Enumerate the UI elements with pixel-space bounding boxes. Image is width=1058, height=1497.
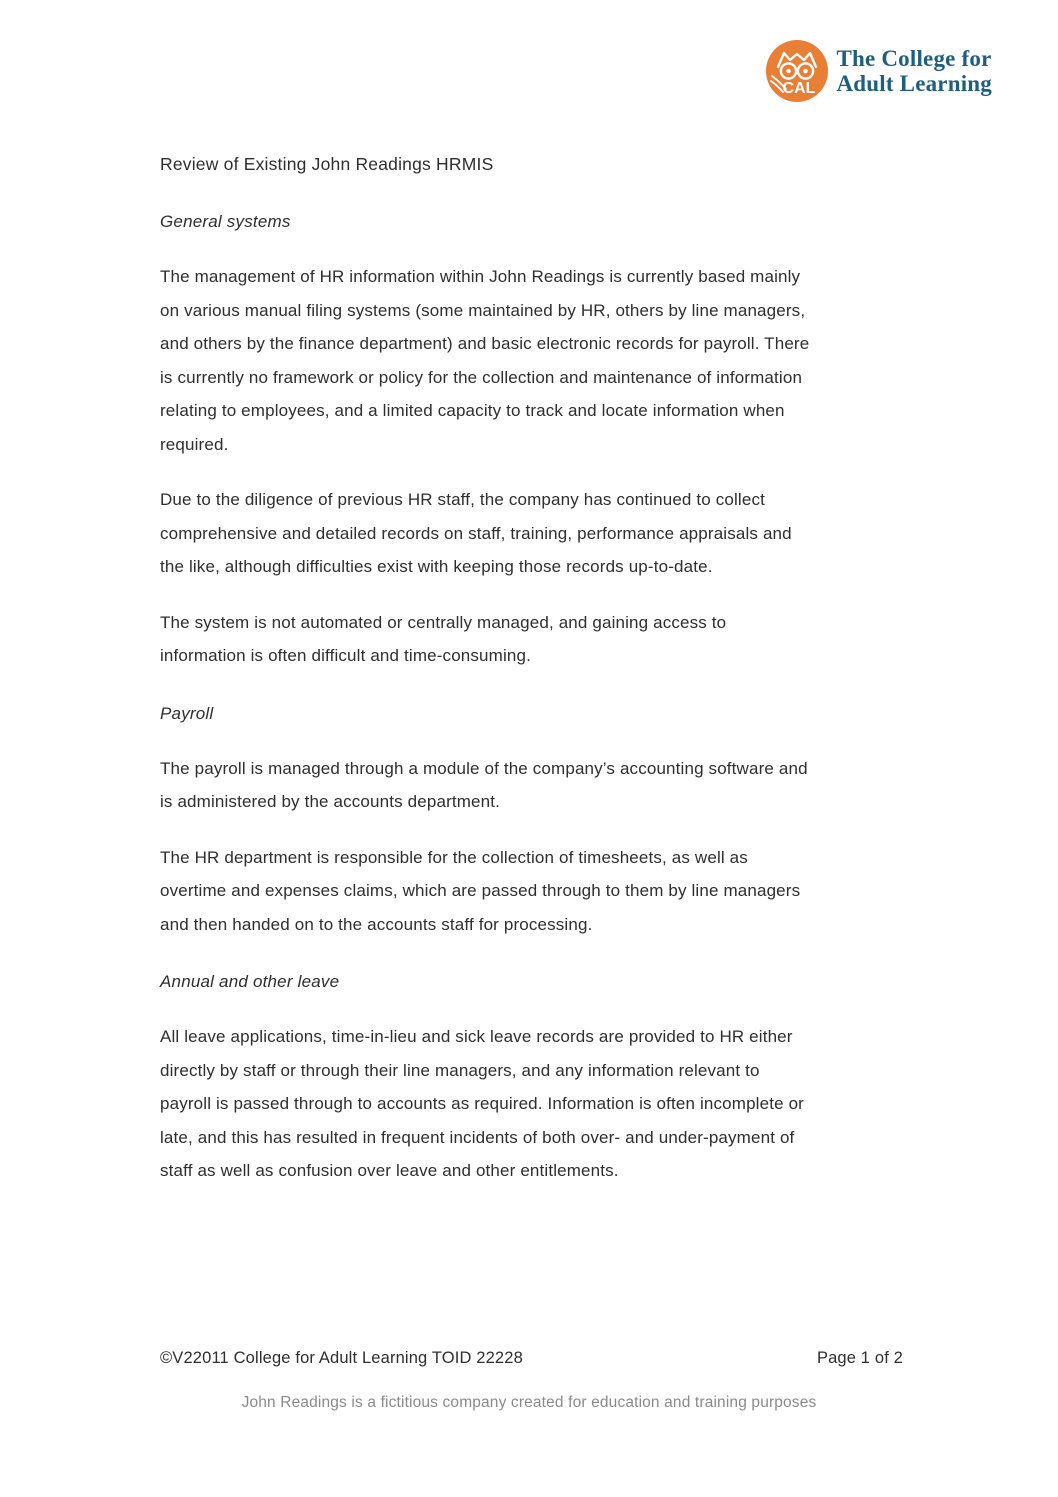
footer-disclaimer: John Readings is a fictitious company created for education and training purposes: [241, 1394, 817, 1411]
paragraph-payroll-1: [160, 752, 920, 819]
document-content: [160, 0, 920, 1188]
text-line: The system is not automated or centrally managed, and gaining access to: [160, 612, 727, 632]
paragraph-payroll-2: [160, 841, 920, 942]
text-line: is administered by the accounts department.: [160, 792, 501, 811]
logo-acronym: CAL: [783, 80, 816, 97]
text-line: and others by the finance department) and basic electronic records for payroll. There: [160, 334, 810, 353]
text-line: Due to the diligence of previous HR staff, the company has continued to collect: [160, 490, 765, 509]
text-line: relating to employees, and a limited capacity to track and locate information when: [160, 401, 785, 420]
logo-wordmark-line2: Adult Learning: [836, 71, 992, 96]
text-line: payroll is passed through to accounts as required. Information is often incomplete or: [160, 1094, 804, 1113]
text-line: the like, although difficulties exist with keeping those records up-to-date.: [160, 557, 713, 576]
text-line: staff as well as confusion over leave and other entitlements.: [160, 1161, 619, 1180]
text-line: is currently no framework or policy for the collection and maintenance of information: [160, 367, 803, 387]
heading-general-systems: General systems: [160, 212, 291, 231]
heading-annual-other-leave: Annual and other leave: [160, 972, 340, 991]
heading-payroll: Payroll: [160, 703, 214, 723]
text-line: on various manual filing systems (some maintained by HR, others by line managers,: [160, 300, 806, 320]
text-line: required.: [160, 434, 229, 454]
text-line: The management of HR information within John Readings is currently based mainly: [160, 267, 801, 286]
text-line: overtime and expenses claims, which are passed through to them by line managers: [160, 881, 801, 900]
text-line: directly by staff or through their line managers, and any information relevant to: [160, 1060, 760, 1080]
text-line: All leave applications, time-in-lieu and sick leave records are provided to HR either: [160, 1027, 793, 1046]
footer-page-number: Page 1 of 2: [816, 1349, 903, 1367]
paragraph-general-1: [160, 260, 920, 461]
text-line: comprehensive and detailed records on staff, training, performance appraisals and: [160, 523, 792, 543]
page-footer: [160, 1349, 903, 1368]
footer-version-text: ©V22011 College for Adult Learning TOID 22228: [160, 1349, 523, 1367]
text-line: late, and this has resulted in frequent incidents of both over- and under-payment of: [160, 1127, 795, 1147]
page-title: Review of Existing John Readings HRMIS: [160, 154, 494, 174]
paragraph-general-3: [160, 606, 920, 673]
text-line: information is often difficult and time-consuming.: [160, 646, 531, 665]
paragraph-general-2: [160, 483, 920, 584]
text-line: The payroll is managed through a module of the company’s accounting software and: [160, 758, 808, 778]
text-line: and then handed on to the accounts staff for processing.: [160, 914, 593, 934]
text-line: The HR department is responsible for the collection of timesheets, as well as: [160, 847, 748, 867]
paragraph-leave-1: [160, 1020, 920, 1188]
logo-wordmark-line1: The College for: [836, 46, 992, 71]
